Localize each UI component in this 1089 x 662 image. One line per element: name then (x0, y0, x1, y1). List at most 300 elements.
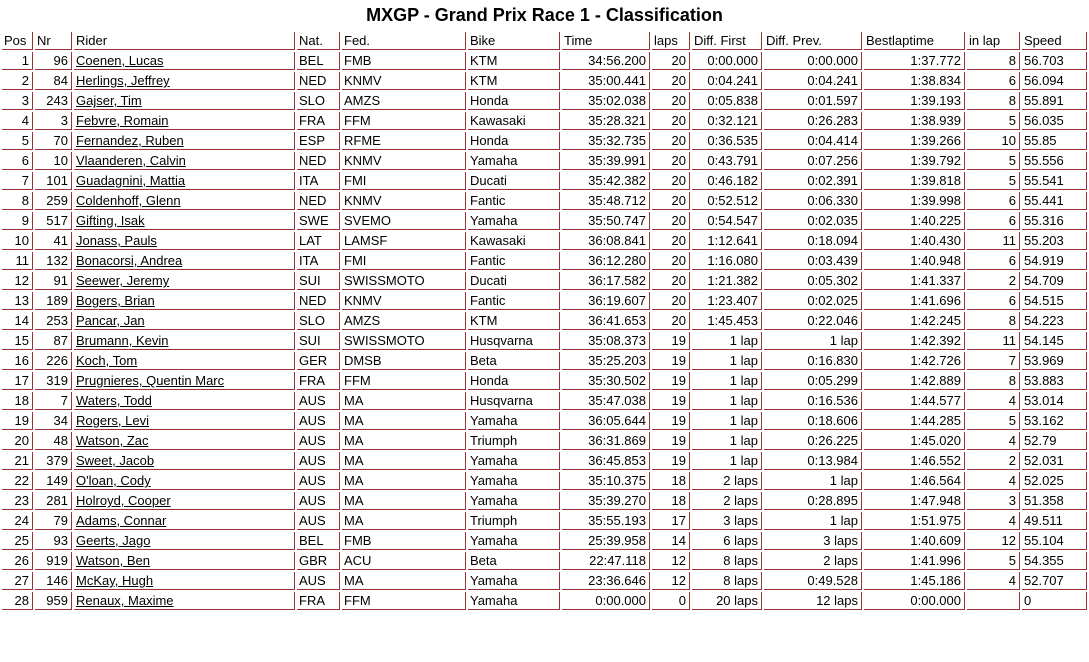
table-row (2, 472, 1087, 490)
cell-rider (74, 472, 295, 490)
cell-nr: 84 (35, 72, 72, 90)
cell-pos: 16 (2, 352, 33, 370)
rider-link[interactable]: Bogers, Brian (76, 293, 155, 308)
cell-bike: Yamaha (468, 492, 560, 510)
cell-diff_prev: 0:04.414 (764, 132, 862, 150)
cell-nat: SWE (297, 212, 340, 230)
cell-diff_prev: 0:06.330 (764, 192, 862, 210)
cell-nr: 7 (35, 392, 72, 410)
cell-bestlap: 1:44.285 (864, 412, 965, 430)
cell-rider (74, 412, 295, 430)
cell-bestlap: 1:41.337 (864, 272, 965, 290)
cell-nr: 34 (35, 412, 72, 430)
cell-rider (74, 512, 295, 530)
rider-link[interactable]: Febvre, Romain (76, 113, 169, 128)
rider-link[interactable]: Fernandez, Ruben (76, 133, 184, 148)
cell-fed: FMI (342, 172, 466, 190)
cell-nat: AUS (297, 472, 340, 490)
cell-nat: SLO (297, 92, 340, 110)
cell-time: 36:31.869 (562, 432, 650, 450)
cell-laps: 20 (652, 92, 690, 110)
cell-fed: SWISSMOTO (342, 272, 466, 290)
cell-nr: 41 (35, 232, 72, 250)
cell-diff_first: 0:54.547 (692, 212, 762, 230)
cell-speed: 53.162 (1022, 412, 1087, 430)
cell-nat: BEL (297, 52, 340, 70)
cell-pos: 23 (2, 492, 33, 510)
table-row (2, 532, 1087, 550)
cell-rider (74, 352, 295, 370)
rider-link[interactable]: Geerts, Jago (76, 533, 151, 548)
cell-in_lap: 8 (967, 372, 1020, 390)
cell-rider (74, 252, 295, 270)
cell-speed: 53.883 (1022, 372, 1087, 390)
cell-diff_prev: 0:26.225 (764, 432, 862, 450)
table-row (2, 272, 1087, 290)
cell-bike: Triumph (468, 432, 560, 450)
cell-fed: RFME (342, 132, 466, 150)
cell-speed: 49.511 (1022, 512, 1087, 530)
cell-bestlap: 1:42.726 (864, 352, 965, 370)
cell-speed: 55.203 (1022, 232, 1087, 250)
cell-nat: NED (297, 192, 340, 210)
cell-diff_first: 0:46.182 (692, 172, 762, 190)
cell-fed: MA (342, 432, 466, 450)
cell-bike: Beta (468, 352, 560, 370)
cell-time: 0:00.000 (562, 592, 650, 610)
cell-pos: 15 (2, 332, 33, 350)
cell-bestlap: 1:40.225 (864, 212, 965, 230)
cell-pos: 4 (2, 112, 33, 130)
cell-diff_prev: 0:18.606 (764, 412, 862, 430)
cell-in_lap: 5 (967, 172, 1020, 190)
table-row (2, 292, 1087, 310)
table-row (2, 332, 1087, 350)
table-row (2, 72, 1087, 90)
rider-link[interactable]: Jonass, Pauls (76, 233, 157, 248)
rider-link[interactable]: Rogers, Levi (76, 413, 149, 428)
cell-rider (74, 92, 295, 110)
cell-in_lap: 2 (967, 272, 1020, 290)
cell-bike: KTM (468, 72, 560, 90)
cell-diff_first: 1 lap (692, 452, 762, 470)
cell-pos: 21 (2, 452, 33, 470)
cell-speed: 54.223 (1022, 312, 1087, 330)
cell-nat: FRA (297, 592, 340, 610)
cell-pos: 26 (2, 552, 33, 570)
cell-pos: 6 (2, 152, 33, 170)
cell-nr: 96 (35, 52, 72, 70)
cell-nr: 48 (35, 432, 72, 450)
cell-bestlap: 1:42.245 (864, 312, 965, 330)
cell-in_lap: 12 (967, 532, 1020, 550)
cell-bike: Fantic (468, 292, 560, 310)
cell-fed: FFM (342, 372, 466, 390)
cell-bike: Honda (468, 132, 560, 150)
cell-nr: 919 (35, 552, 72, 570)
cell-diff_first: 2 laps (692, 492, 762, 510)
cell-laps: 20 (652, 272, 690, 290)
cell-bike: Fantic (468, 252, 560, 270)
cell-bestlap: 1:40.609 (864, 532, 965, 550)
column-header-nat: Nat. (297, 32, 340, 50)
cell-laps: 19 (652, 332, 690, 350)
table-row (2, 232, 1087, 250)
rider-link[interactable]: Pancar, Jan (76, 313, 145, 328)
rider-link[interactable]: Brumann, Kevin (76, 333, 169, 348)
cell-nr: 226 (35, 352, 72, 370)
cell-diff_first: 6 laps (692, 532, 762, 550)
cell-in_lap: 4 (967, 472, 1020, 490)
rider-link[interactable]: Koch, Tom (76, 353, 138, 368)
rider-link[interactable]: Sweet, Jacob (76, 453, 155, 468)
table-row (2, 172, 1087, 190)
cell-diff_prev: 12 laps (764, 592, 862, 610)
cell-laps: 19 (652, 352, 690, 370)
cell-laps: 18 (652, 492, 690, 510)
cell-pos: 12 (2, 272, 33, 290)
cell-rider (74, 72, 295, 90)
cell-bestlap: 1:46.564 (864, 472, 965, 490)
cell-bestlap: 1:39.266 (864, 132, 965, 150)
cell-diff_first: 8 laps (692, 572, 762, 590)
cell-diff_prev: 0:16.536 (764, 392, 862, 410)
cell-bestlap: 1:39.998 (864, 192, 965, 210)
cell-bestlap: 0:00.000 (864, 592, 965, 610)
cell-nat: FRA (297, 372, 340, 390)
cell-nat: FRA (297, 112, 340, 130)
table-row (2, 352, 1087, 370)
cell-pos: 11 (2, 252, 33, 270)
cell-laps: 12 (652, 552, 690, 570)
cell-diff_prev: 0:49.528 (764, 572, 862, 590)
table-row (2, 92, 1087, 110)
cell-diff_first: 1 lap (692, 332, 762, 350)
column-header-speed: Speed (1022, 32, 1087, 50)
cell-speed: 56.703 (1022, 52, 1087, 70)
cell-speed: 55.556 (1022, 152, 1087, 170)
cell-diff_prev: 0:00.000 (764, 52, 862, 70)
cell-bike: Yamaha (468, 212, 560, 230)
cell-fed: MA (342, 492, 466, 510)
classification-table (0, 30, 1089, 612)
cell-time: 36:08.841 (562, 232, 650, 250)
cell-fed: FMI (342, 252, 466, 270)
cell-bestlap: 1:38.939 (864, 112, 965, 130)
cell-nr: 10 (35, 152, 72, 170)
cell-laps: 20 (652, 72, 690, 90)
rider-link[interactable]: Seewer, Jeremy (76, 273, 170, 288)
column-header-fed: Fed. (342, 32, 466, 50)
cell-bestlap: 1:47.948 (864, 492, 965, 510)
cell-time: 35:30.502 (562, 372, 650, 390)
cell-time: 35:48.712 (562, 192, 650, 210)
rider-link[interactable]: Prugnieres, Quentin Marc (76, 373, 225, 388)
cell-nr: 87 (35, 332, 72, 350)
cell-speed: 52.707 (1022, 572, 1087, 590)
rider-link[interactable]: Herlings, Jeffrey (76, 73, 170, 88)
rider-link[interactable]: Coenen, Lucas (76, 53, 164, 68)
table-row (2, 212, 1087, 230)
cell-in_lap: 4 (967, 432, 1020, 450)
cell-diff_prev: 0:05.302 (764, 272, 862, 290)
cell-rider (74, 192, 295, 210)
cell-rider (74, 52, 295, 70)
rider-link[interactable]: Coldenhoff, Glenn (76, 193, 181, 208)
cell-rider (74, 292, 295, 310)
cell-in_lap: 10 (967, 132, 1020, 150)
cell-in_lap (967, 592, 1020, 610)
rider-link[interactable]: Waters, Todd (76, 393, 152, 408)
cell-pos: 20 (2, 432, 33, 450)
rider-link[interactable]: Bonacorsi, Andrea (76, 253, 183, 268)
cell-fed: FMB (342, 52, 466, 70)
column-header-in_lap: in lap (967, 32, 1020, 50)
cell-time: 35:42.382 (562, 172, 650, 190)
cell-diff_first: 1 lap (692, 392, 762, 410)
cell-rider (74, 152, 295, 170)
column-header-rider: Rider (74, 32, 295, 50)
table-row (2, 492, 1087, 510)
cell-fed: MA (342, 472, 466, 490)
cell-speed: 54.145 (1022, 332, 1087, 350)
cell-diff_first: 0:04.241 (692, 72, 762, 90)
cell-pos: 10 (2, 232, 33, 250)
cell-rider (74, 592, 295, 610)
cell-diff_prev: 1 lap (764, 472, 862, 490)
cell-laps: 20 (652, 232, 690, 250)
cell-bike: Triumph (468, 512, 560, 530)
cell-laps: 20 (652, 112, 690, 130)
cell-nr: 101 (35, 172, 72, 190)
cell-pos: 22 (2, 472, 33, 490)
cell-diff_first: 1:12.641 (692, 232, 762, 250)
rider-link[interactable]: Vlaanderen, Calvin (76, 153, 186, 168)
column-header-bestlap: Bestlaptime (864, 32, 965, 50)
cell-diff_prev: 1 lap (764, 332, 862, 350)
cell-rider (74, 392, 295, 410)
cell-diff_prev: 0:07.256 (764, 152, 862, 170)
cell-in_lap: 6 (967, 192, 1020, 210)
cell-diff_first: 0:36.535 (692, 132, 762, 150)
cell-nr: 149 (35, 472, 72, 490)
cell-nat: SUI (297, 272, 340, 290)
cell-bike: Kawasaki (468, 232, 560, 250)
table-row (2, 552, 1087, 570)
cell-pos: 19 (2, 412, 33, 430)
table-row (2, 132, 1087, 150)
cell-diff_prev: 0:02.035 (764, 212, 862, 230)
cell-time: 34:56.200 (562, 52, 650, 70)
cell-fed: KNMV (342, 192, 466, 210)
cell-time: 35:02.038 (562, 92, 650, 110)
cell-in_lap: 6 (967, 292, 1020, 310)
cell-rider (74, 572, 295, 590)
cell-bestlap: 1:45.186 (864, 572, 965, 590)
cell-pos: 7 (2, 172, 33, 190)
cell-bike: Husqvarna (468, 332, 560, 350)
rider-link[interactable]: O'loan, Cody (76, 473, 151, 488)
cell-nat: AUS (297, 572, 340, 590)
cell-nr: 132 (35, 252, 72, 270)
table-row (2, 372, 1087, 390)
cell-fed: MA (342, 392, 466, 410)
cell-nat: AUS (297, 432, 340, 450)
cell-bike: Honda (468, 92, 560, 110)
cell-speed: 55.891 (1022, 92, 1087, 110)
rider-link[interactable]: Guadagnini, Mattia (76, 173, 186, 188)
cell-speed: 0 (1022, 592, 1087, 610)
cell-diff_prev: 0:28.895 (764, 492, 862, 510)
cell-fed: KNMV (342, 152, 466, 170)
cell-speed: 53.014 (1022, 392, 1087, 410)
cell-in_lap: 5 (967, 412, 1020, 430)
cell-nr: 93 (35, 532, 72, 550)
cell-nat: ITA (297, 172, 340, 190)
cell-time: 35:00.441 (562, 72, 650, 90)
cell-pos: 28 (2, 592, 33, 610)
cell-rider (74, 372, 295, 390)
table-row (2, 52, 1087, 70)
cell-laps: 20 (652, 152, 690, 170)
cell-time: 36:17.582 (562, 272, 650, 290)
cell-time: 23:36.646 (562, 572, 650, 590)
column-header-diff_first: Diff. First (692, 32, 762, 50)
cell-nr: 70 (35, 132, 72, 150)
cell-pos: 14 (2, 312, 33, 330)
cell-rider (74, 232, 295, 250)
rider-link[interactable]: Gajser, Tim (76, 93, 142, 108)
cell-time: 36:12.280 (562, 252, 650, 270)
cell-nr: 379 (35, 452, 72, 470)
cell-laps: 12 (652, 572, 690, 590)
rider-link[interactable]: Watson, Ben (76, 553, 150, 568)
cell-bestlap: 1:42.889 (864, 372, 965, 390)
cell-in_lap: 2 (967, 452, 1020, 470)
cell-in_lap: 4 (967, 572, 1020, 590)
cell-diff_first: 0:52.512 (692, 192, 762, 210)
cell-pos: 5 (2, 132, 33, 150)
cell-time: 35:10.375 (562, 472, 650, 490)
table-row (2, 572, 1087, 590)
cell-rider (74, 132, 295, 150)
cell-fed: MA (342, 512, 466, 530)
table-row (2, 452, 1087, 470)
table-row (2, 512, 1087, 530)
cell-diff_prev: 0:26.283 (764, 112, 862, 130)
cell-pos: 3 (2, 92, 33, 110)
cell-bike: KTM (468, 312, 560, 330)
cell-nr: 319 (35, 372, 72, 390)
cell-bike: Kawasaki (468, 112, 560, 130)
cell-in_lap: 6 (967, 252, 1020, 270)
cell-speed: 55.541 (1022, 172, 1087, 190)
cell-laps: 20 (652, 212, 690, 230)
cell-nat: NED (297, 152, 340, 170)
rider-link[interactable]: Watson, Zac (76, 433, 149, 448)
cell-laps: 19 (652, 452, 690, 470)
cell-pos: 17 (2, 372, 33, 390)
cell-in_lap: 6 (967, 212, 1020, 230)
cell-laps: 20 (652, 192, 690, 210)
cell-nat: GBR (297, 552, 340, 570)
cell-time: 35:39.991 (562, 152, 650, 170)
rider-link[interactable]: Holroyd, Cooper (76, 493, 171, 508)
cell-fed: AMZS (342, 92, 466, 110)
cell-in_lap: 4 (967, 512, 1020, 530)
cell-fed: MA (342, 452, 466, 470)
cell-bike: Yamaha (468, 152, 560, 170)
cell-nat: AUS (297, 512, 340, 530)
cell-diff_prev: 0:18.094 (764, 232, 862, 250)
cell-in_lap: 7 (967, 352, 1020, 370)
cell-nat: LAT (297, 232, 340, 250)
cell-nat: GER (297, 352, 340, 370)
cell-speed: 55.104 (1022, 532, 1087, 550)
cell-diff_prev: 3 laps (764, 532, 862, 550)
cell-fed: FFM (342, 112, 466, 130)
table-row (2, 592, 1087, 610)
cell-diff_prev: 1 lap (764, 512, 862, 530)
cell-nat: BEL (297, 532, 340, 550)
cell-bike: Ducati (468, 272, 560, 290)
page-title: MXGP - Grand Prix Race 1 - Classification (366, 5, 723, 25)
cell-diff_prev: 0:13.984 (764, 452, 862, 470)
cell-in_lap: 11 (967, 232, 1020, 250)
cell-speed: 55.441 (1022, 192, 1087, 210)
cell-rider (74, 432, 295, 450)
table-row (2, 392, 1087, 410)
cell-time: 35:55.193 (562, 512, 650, 530)
cell-laps: 19 (652, 372, 690, 390)
cell-nat: AUS (297, 452, 340, 470)
rider-link[interactable]: Gifting, Isak (76, 213, 145, 228)
cell-bestlap: 1:38.834 (864, 72, 965, 90)
cell-speed: 51.358 (1022, 492, 1087, 510)
cell-in_lap: 5 (967, 552, 1020, 570)
cell-nat: SLO (297, 312, 340, 330)
cell-fed: SVEMO (342, 212, 466, 230)
cell-nr: 146 (35, 572, 72, 590)
cell-speed: 52.031 (1022, 452, 1087, 470)
cell-rider (74, 312, 295, 330)
cell-speed: 52.79 (1022, 432, 1087, 450)
cell-bike: Yamaha (468, 592, 560, 610)
cell-bestlap: 1:45.020 (864, 432, 965, 450)
cell-speed: 54.355 (1022, 552, 1087, 570)
rider-link[interactable]: McKay, Hugh (76, 573, 154, 588)
cell-time: 36:05.644 (562, 412, 650, 430)
cell-diff_first: 1:21.382 (692, 272, 762, 290)
cell-time: 35:47.038 (562, 392, 650, 410)
cell-diff_first: 0:00.000 (692, 52, 762, 70)
cell-speed: 54.515 (1022, 292, 1087, 310)
cell-rider (74, 552, 295, 570)
cell-diff_first: 2 laps (692, 472, 762, 490)
cell-nr: 517 (35, 212, 72, 230)
rider-link[interactable]: Adams, Connar (76, 513, 167, 528)
rider-link[interactable]: Renaux, Maxime (76, 593, 174, 608)
cell-bike: Yamaha (468, 452, 560, 470)
cell-diff_first: 0:32.121 (692, 112, 762, 130)
cell-speed: 54.709 (1022, 272, 1087, 290)
cell-fed: SWISSMOTO (342, 332, 466, 350)
cell-bestlap: 1:39.193 (864, 92, 965, 110)
cell-laps: 20 (652, 132, 690, 150)
table-row (2, 432, 1087, 450)
cell-diff_prev: 0:02.391 (764, 172, 862, 190)
cell-nr: 259 (35, 192, 72, 210)
